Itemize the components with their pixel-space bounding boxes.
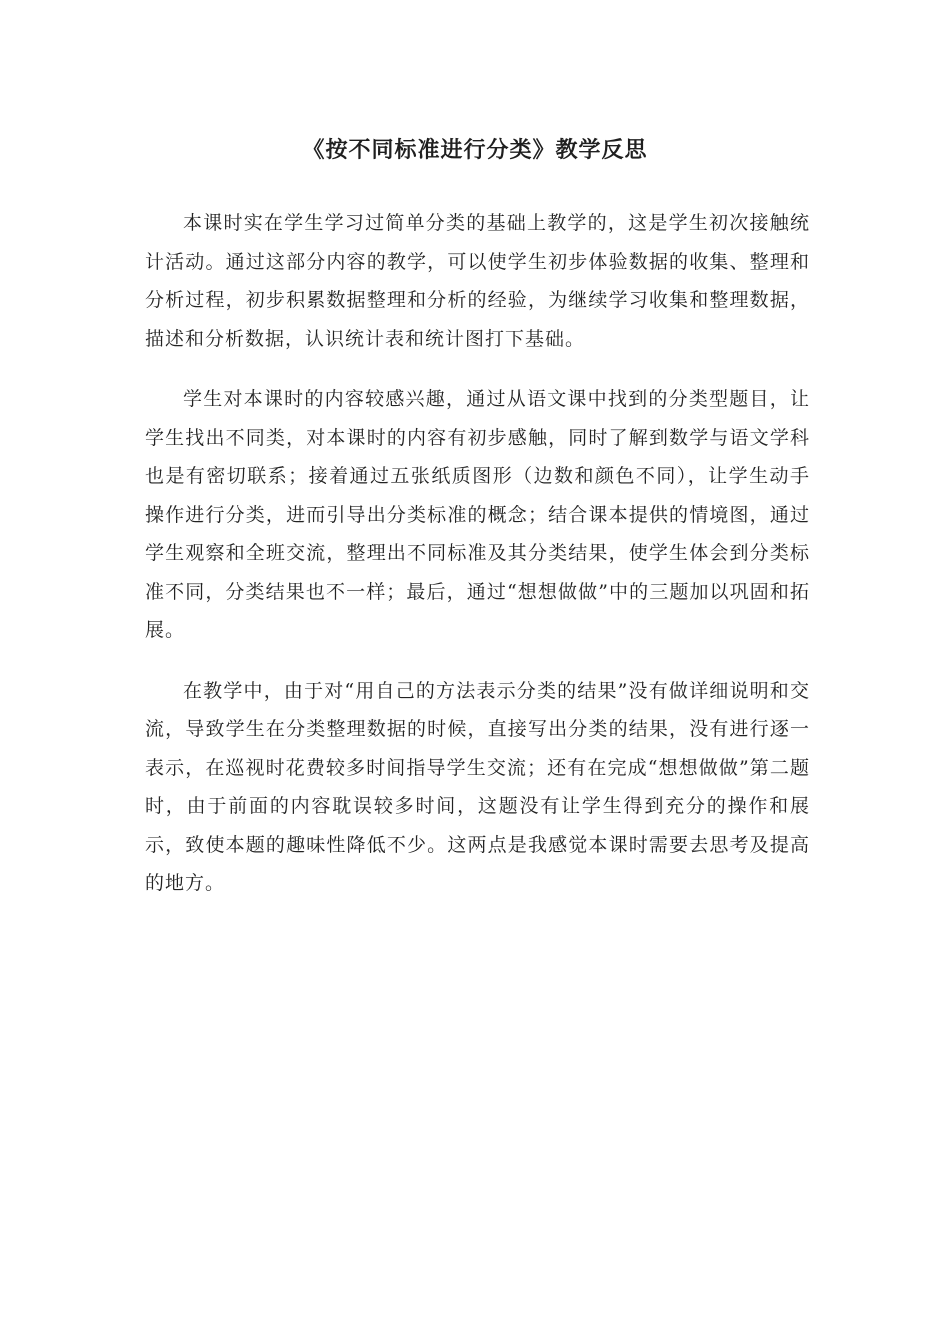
document-title: 《按不同标准进行分类》教学反思 [302,137,648,163]
paragraph-1: 本课时实在学生学习过简单分类的基础上教学的，这是学生初次接触统计活动。通过这部分内容的教学，可以使学生初步体验数据的收集、整理和分析过程，初步积累数据整理和分析的经验，为继续学习收集和整理数据，描述和分析数据，认识统计表和统计图打下基础。 [145,212,810,350]
paragraph-3: 在教学中，由于对“用自己的方法表示分类的结果”没有做详细说明和交流，导致学生在分类整理数据的时候，直接写出分类的结果，没有进行逐一表示，在巡视时花费较多时间指导学生交流；还有在完成“想想做做”第二题时，由于前面的内容耽误较多时间，这题没有让学生得到充分的操作和展示，致使本题的趣味性降低不少。这两点是我感觉本课时需要去思考及提高的地方。 [145,679,810,894]
document-body [145,204,810,925]
paragraph-2: 学生对本课时的内容较感兴趣，通过从语文课中找到的分类型题目，让学生找出不同类，对本课时的内容有初步感触，同时了解到数学与语文学科也是有密切联系；接着通过五张纸质图形（边数和颜色不同），让学生动手操作进行分类，进而引导出分类标准的概念；结合课本提供的情境图，通过学生观察和全班交流，整理出不同标准及其分类结果，使学生体会到分类标准不同，分类结果也不一样；最后，通过“想想做做”中的三题加以巩固和拓展。 [145,388,810,641]
